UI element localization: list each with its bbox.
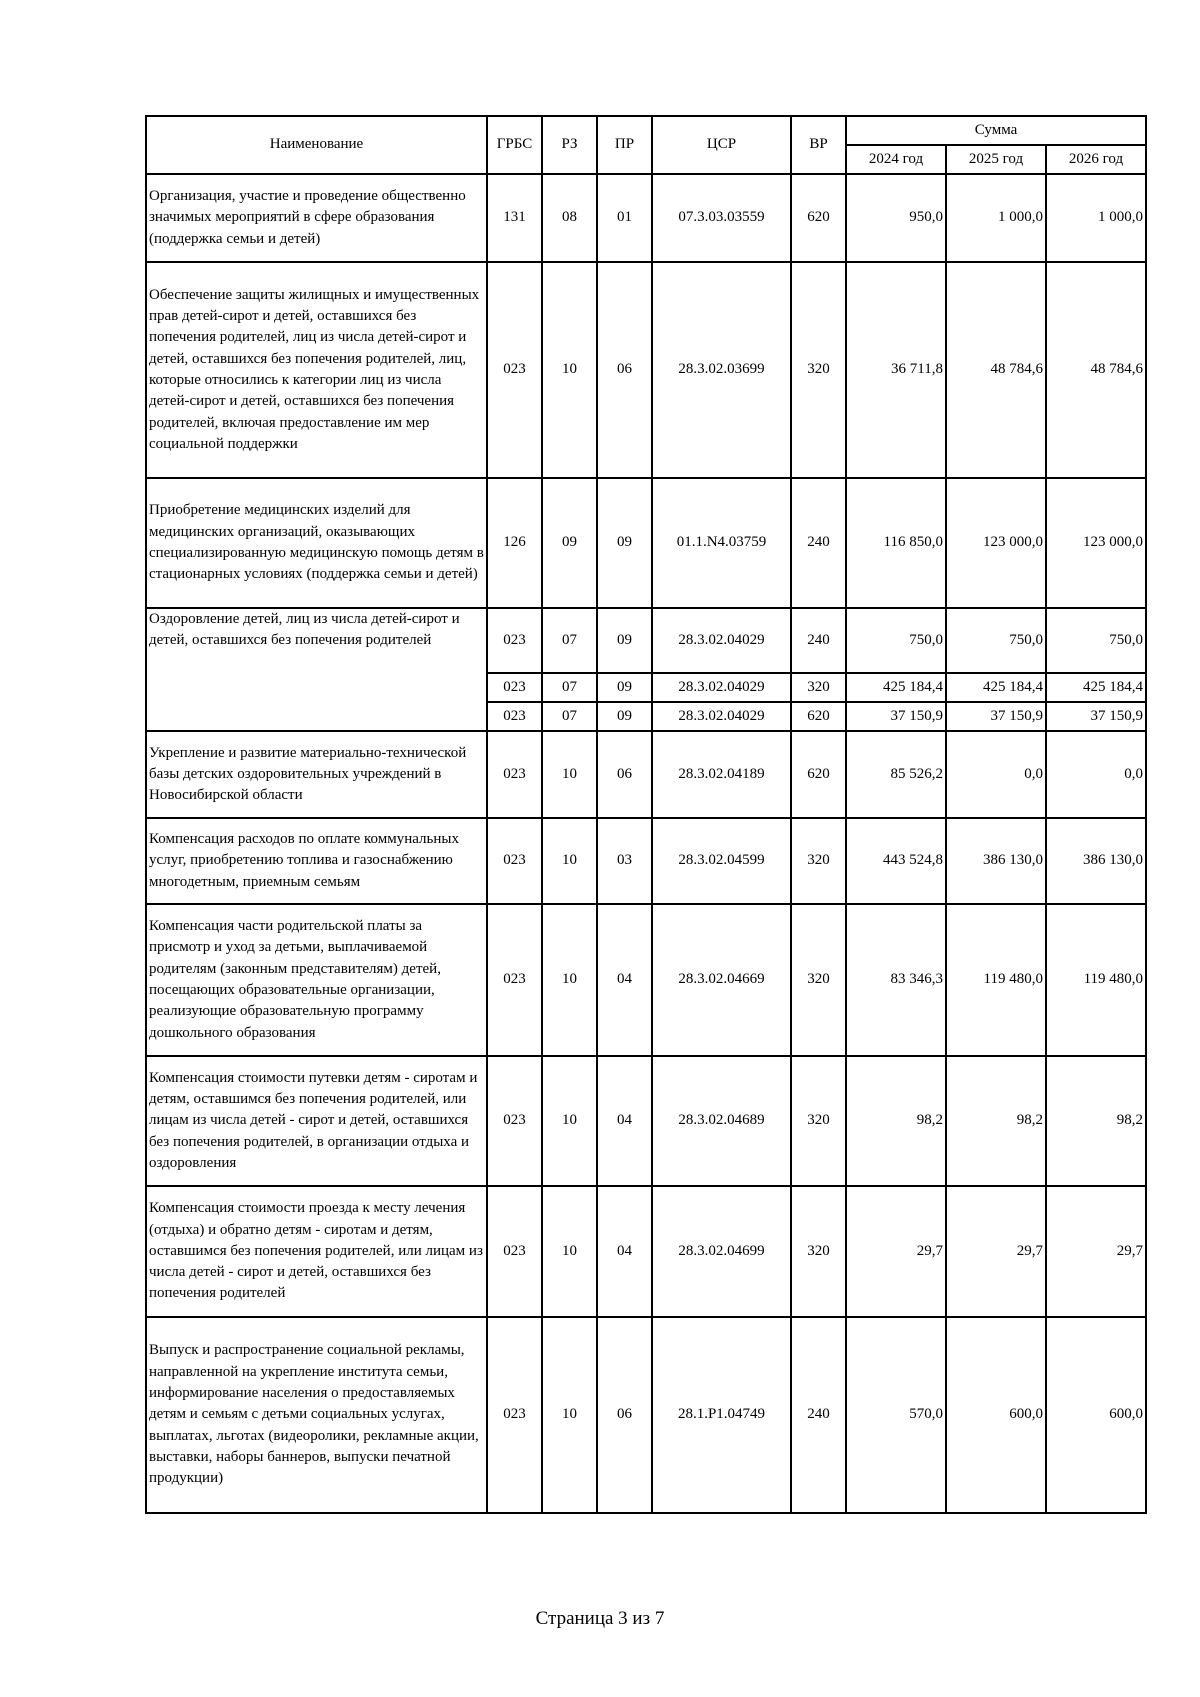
row-vr: 320 (791, 673, 846, 702)
row-csr: 07.3.03.03559 (652, 174, 791, 262)
row-amount-2026: 386 130,0 (1046, 818, 1146, 904)
row-csr: 28.3.02.04669 (652, 904, 791, 1056)
row-pr: 01 (597, 174, 652, 262)
table-row (146, 818, 1146, 904)
row-pr: 06 (597, 731, 652, 818)
row-amount-2025: 29,7 (946, 1186, 1046, 1317)
row-pr: 03 (597, 818, 652, 904)
row-csr: 28.3.02.04029 (652, 673, 791, 702)
row-name: Компенсация части родительской платы за присмотр и уход за детьми, выплачиваемой родителям (законным представителям) детей, посещающих образовательные организации, реализующие образовательную программу дошкольного образования (146, 904, 487, 1056)
row-name: Компенсация стоимости проезда к месту лечения (отдыха) и обратно детям - сиротам и детям, оставшимся без попечения родителей, или лицам из числа детей - сирот и детей, оставшихся без попечения родителей (146, 1186, 487, 1317)
row-grbs: 131 (487, 174, 542, 262)
row-amount-2026: 425 184,4 (1046, 673, 1146, 702)
row-csr: 28.3.02.04599 (652, 818, 791, 904)
row-grbs: 023 (487, 262, 542, 478)
row-amount-2026: 1 000,0 (1046, 174, 1146, 262)
row-amount-2024: 29,7 (846, 1186, 946, 1317)
row-rz: 07 (542, 608, 597, 673)
row-rz: 10 (542, 262, 597, 478)
row-amount-2026: 0,0 (1046, 731, 1146, 818)
row-grbs: 023 (487, 702, 542, 731)
row-amount-2025: 1 000,0 (946, 174, 1046, 262)
row-amount-2026: 48 784,6 (1046, 262, 1146, 478)
row-rz: 10 (542, 818, 597, 904)
row-amount-2025: 48 784,6 (946, 262, 1046, 478)
header-name: Наименование (146, 116, 487, 174)
row-pr: 09 (597, 702, 652, 731)
row-amount-2024: 443 524,8 (846, 818, 946, 904)
row-amount-2024: 425 184,4 (846, 673, 946, 702)
row-grbs: 023 (487, 904, 542, 1056)
table-row (146, 262, 1146, 478)
row-amount-2024: 116 850,0 (846, 478, 946, 608)
row-csr: 28.3.02.04189 (652, 731, 791, 818)
row-csr: 28.3.02.04699 (652, 1186, 791, 1317)
row-pr: 06 (597, 1317, 652, 1513)
row-rz: 10 (542, 904, 597, 1056)
row-rz: 08 (542, 174, 597, 262)
row-rz: 07 (542, 673, 597, 702)
table-row (146, 904, 1146, 1056)
row-amount-2024: 37 150,9 (846, 702, 946, 731)
row-pr: 09 (597, 478, 652, 608)
row-rz: 10 (542, 731, 597, 818)
row-amount-2025: 0,0 (946, 731, 1046, 818)
row-vr: 320 (791, 904, 846, 1056)
row-amount-2026: 98,2 (1046, 1056, 1146, 1186)
row-amount-2024: 570,0 (846, 1317, 946, 1513)
row-grbs: 023 (487, 673, 542, 702)
row-csr: 28.3.02.04029 (652, 608, 791, 673)
row-amount-2025: 37 150,9 (946, 702, 1046, 731)
row-csr: 28.3.02.04029 (652, 702, 791, 731)
row-csr: 28.3.02.03699 (652, 262, 791, 478)
row-rz: 07 (542, 702, 597, 731)
row-vr: 240 (791, 1317, 846, 1513)
header-2024: 2024 год (846, 145, 946, 174)
row-vr: 320 (791, 1186, 846, 1317)
row-name: Компенсация расходов по оплате коммунальных услуг, приобретению топлива и газоснабжению многодетным, приемным семьям (146, 818, 487, 904)
row-name: Обеспечение защиты жилищных и имущественных прав детей-сирот и детей, оставшихся без попечения родителей, лиц из числа детей-сирот и детей, оставшихся без попечения родителей, лиц, которые относились к категории лиц из числа детей-сирот и детей, оставшихся без попечения родителей, включая предоставление им мер социальной поддержки (146, 262, 487, 478)
row-csr: 28.3.02.04689 (652, 1056, 791, 1186)
row-grbs: 023 (487, 608, 542, 673)
row-amount-2024: 950,0 (846, 174, 946, 262)
row-amount-2025: 98,2 (946, 1056, 1046, 1186)
row-name: Организация, участие и проведение общественно значимых мероприятий в сфере образования (поддержка семьи и детей) (146, 174, 487, 262)
row-rz: 09 (542, 478, 597, 608)
row-amount-2026: 123 000,0 (1046, 478, 1146, 608)
table-row (146, 478, 1146, 608)
row-pr: 04 (597, 1056, 652, 1186)
row-amount-2026: 29,7 (1046, 1186, 1146, 1317)
row-amount-2025: 123 000,0 (946, 478, 1046, 608)
row-rz: 10 (542, 1056, 597, 1186)
header-2025: 2025 год (946, 145, 1046, 174)
row-name: Укрепление и развитие материально-технической базы детских оздоровительных учреждений в Новосибирской области (146, 731, 487, 818)
table-row (146, 608, 1146, 673)
header-grbs: ГРБС (487, 116, 542, 174)
row-name: Компенсация стоимости путевки детям - сиротам и детям, оставшимся без попечения родителей, или лицам из числа детей - сирот и детей, оставшихся без попечения родителей, в организации отдыха и оздоровления (146, 1056, 487, 1186)
row-amount-2025: 750,0 (946, 608, 1046, 673)
row-vr: 320 (791, 262, 846, 478)
header-csr: ЦСР (652, 116, 791, 174)
row-pr: 09 (597, 608, 652, 673)
budget-table (145, 115, 1147, 1514)
table-row (146, 1186, 1146, 1317)
row-vr: 620 (791, 174, 846, 262)
row-amount-2025: 600,0 (946, 1317, 1046, 1513)
row-csr: 28.1.P1.04749 (652, 1317, 791, 1513)
row-amount-2026: 750,0 (1046, 608, 1146, 673)
table-row (146, 174, 1146, 262)
row-grbs: 023 (487, 1056, 542, 1186)
page-number: Страница 3 из 7 (535, 1608, 665, 1629)
row-vr: 620 (791, 702, 846, 731)
row-grbs: 023 (487, 1317, 542, 1513)
row-amount-2024: 750,0 (846, 608, 946, 673)
row-amount-2024: 98,2 (846, 1056, 946, 1186)
table-row (146, 1056, 1146, 1186)
row-amount-2025: 386 130,0 (946, 818, 1046, 904)
row-amount-2026: 37 150,9 (1046, 702, 1146, 731)
row-vr: 620 (791, 731, 846, 818)
row-name: Оздоровление детей, лиц из числа детей-сирот и детей, оставшихся без попечения родителей (146, 608, 487, 731)
row-vr: 240 (791, 478, 846, 608)
row-vr: 240 (791, 608, 846, 673)
row-amount-2026: 600,0 (1046, 1317, 1146, 1513)
header-rz: РЗ (542, 116, 597, 174)
row-amount-2024: 36 711,8 (846, 262, 946, 478)
row-amount-2025: 119 480,0 (946, 904, 1046, 1056)
header-2026: 2026 год (1046, 145, 1146, 174)
row-rz: 10 (542, 1186, 597, 1317)
row-amount-2026: 119 480,0 (1046, 904, 1146, 1056)
row-vr: 320 (791, 818, 846, 904)
table-row (146, 1317, 1146, 1513)
table-row (146, 731, 1146, 818)
row-vr: 320 (791, 1056, 846, 1186)
row-csr: 01.1.N4.03759 (652, 478, 791, 608)
row-grbs: 023 (487, 1186, 542, 1317)
row-name: Выпуск и распространение социальной рекламы, направленной на укрепление института семьи, информирование населения о предоставляемых детям и семьям с детьми социальных услугах, выплатах, льготах (видеоролики, рекламные акции, выставки, наборы баннеров, выпуски печатной продукции) (146, 1317, 487, 1513)
row-grbs: 023 (487, 731, 542, 818)
row-pr: 06 (597, 262, 652, 478)
row-amount-2024: 83 346,3 (846, 904, 946, 1056)
row-pr: 09 (597, 673, 652, 702)
header-pr: ПР (597, 116, 652, 174)
row-amount-2025: 425 184,4 (946, 673, 1046, 702)
row-amount-2024: 85 526,2 (846, 731, 946, 818)
header-vr: ВР (791, 116, 846, 174)
row-rz: 10 (542, 1317, 597, 1513)
row-grbs: 126 (487, 478, 542, 608)
row-pr: 04 (597, 1186, 652, 1317)
header-sum: Сумма (846, 116, 1146, 145)
row-pr: 04 (597, 904, 652, 1056)
row-name: Приобретение медицинских изделий для медицинских организаций, оказывающих специализированную медицинскую помощь детям в стационарных условиях (поддержка семьи и детей) (146, 478, 487, 608)
row-grbs: 023 (487, 818, 542, 904)
